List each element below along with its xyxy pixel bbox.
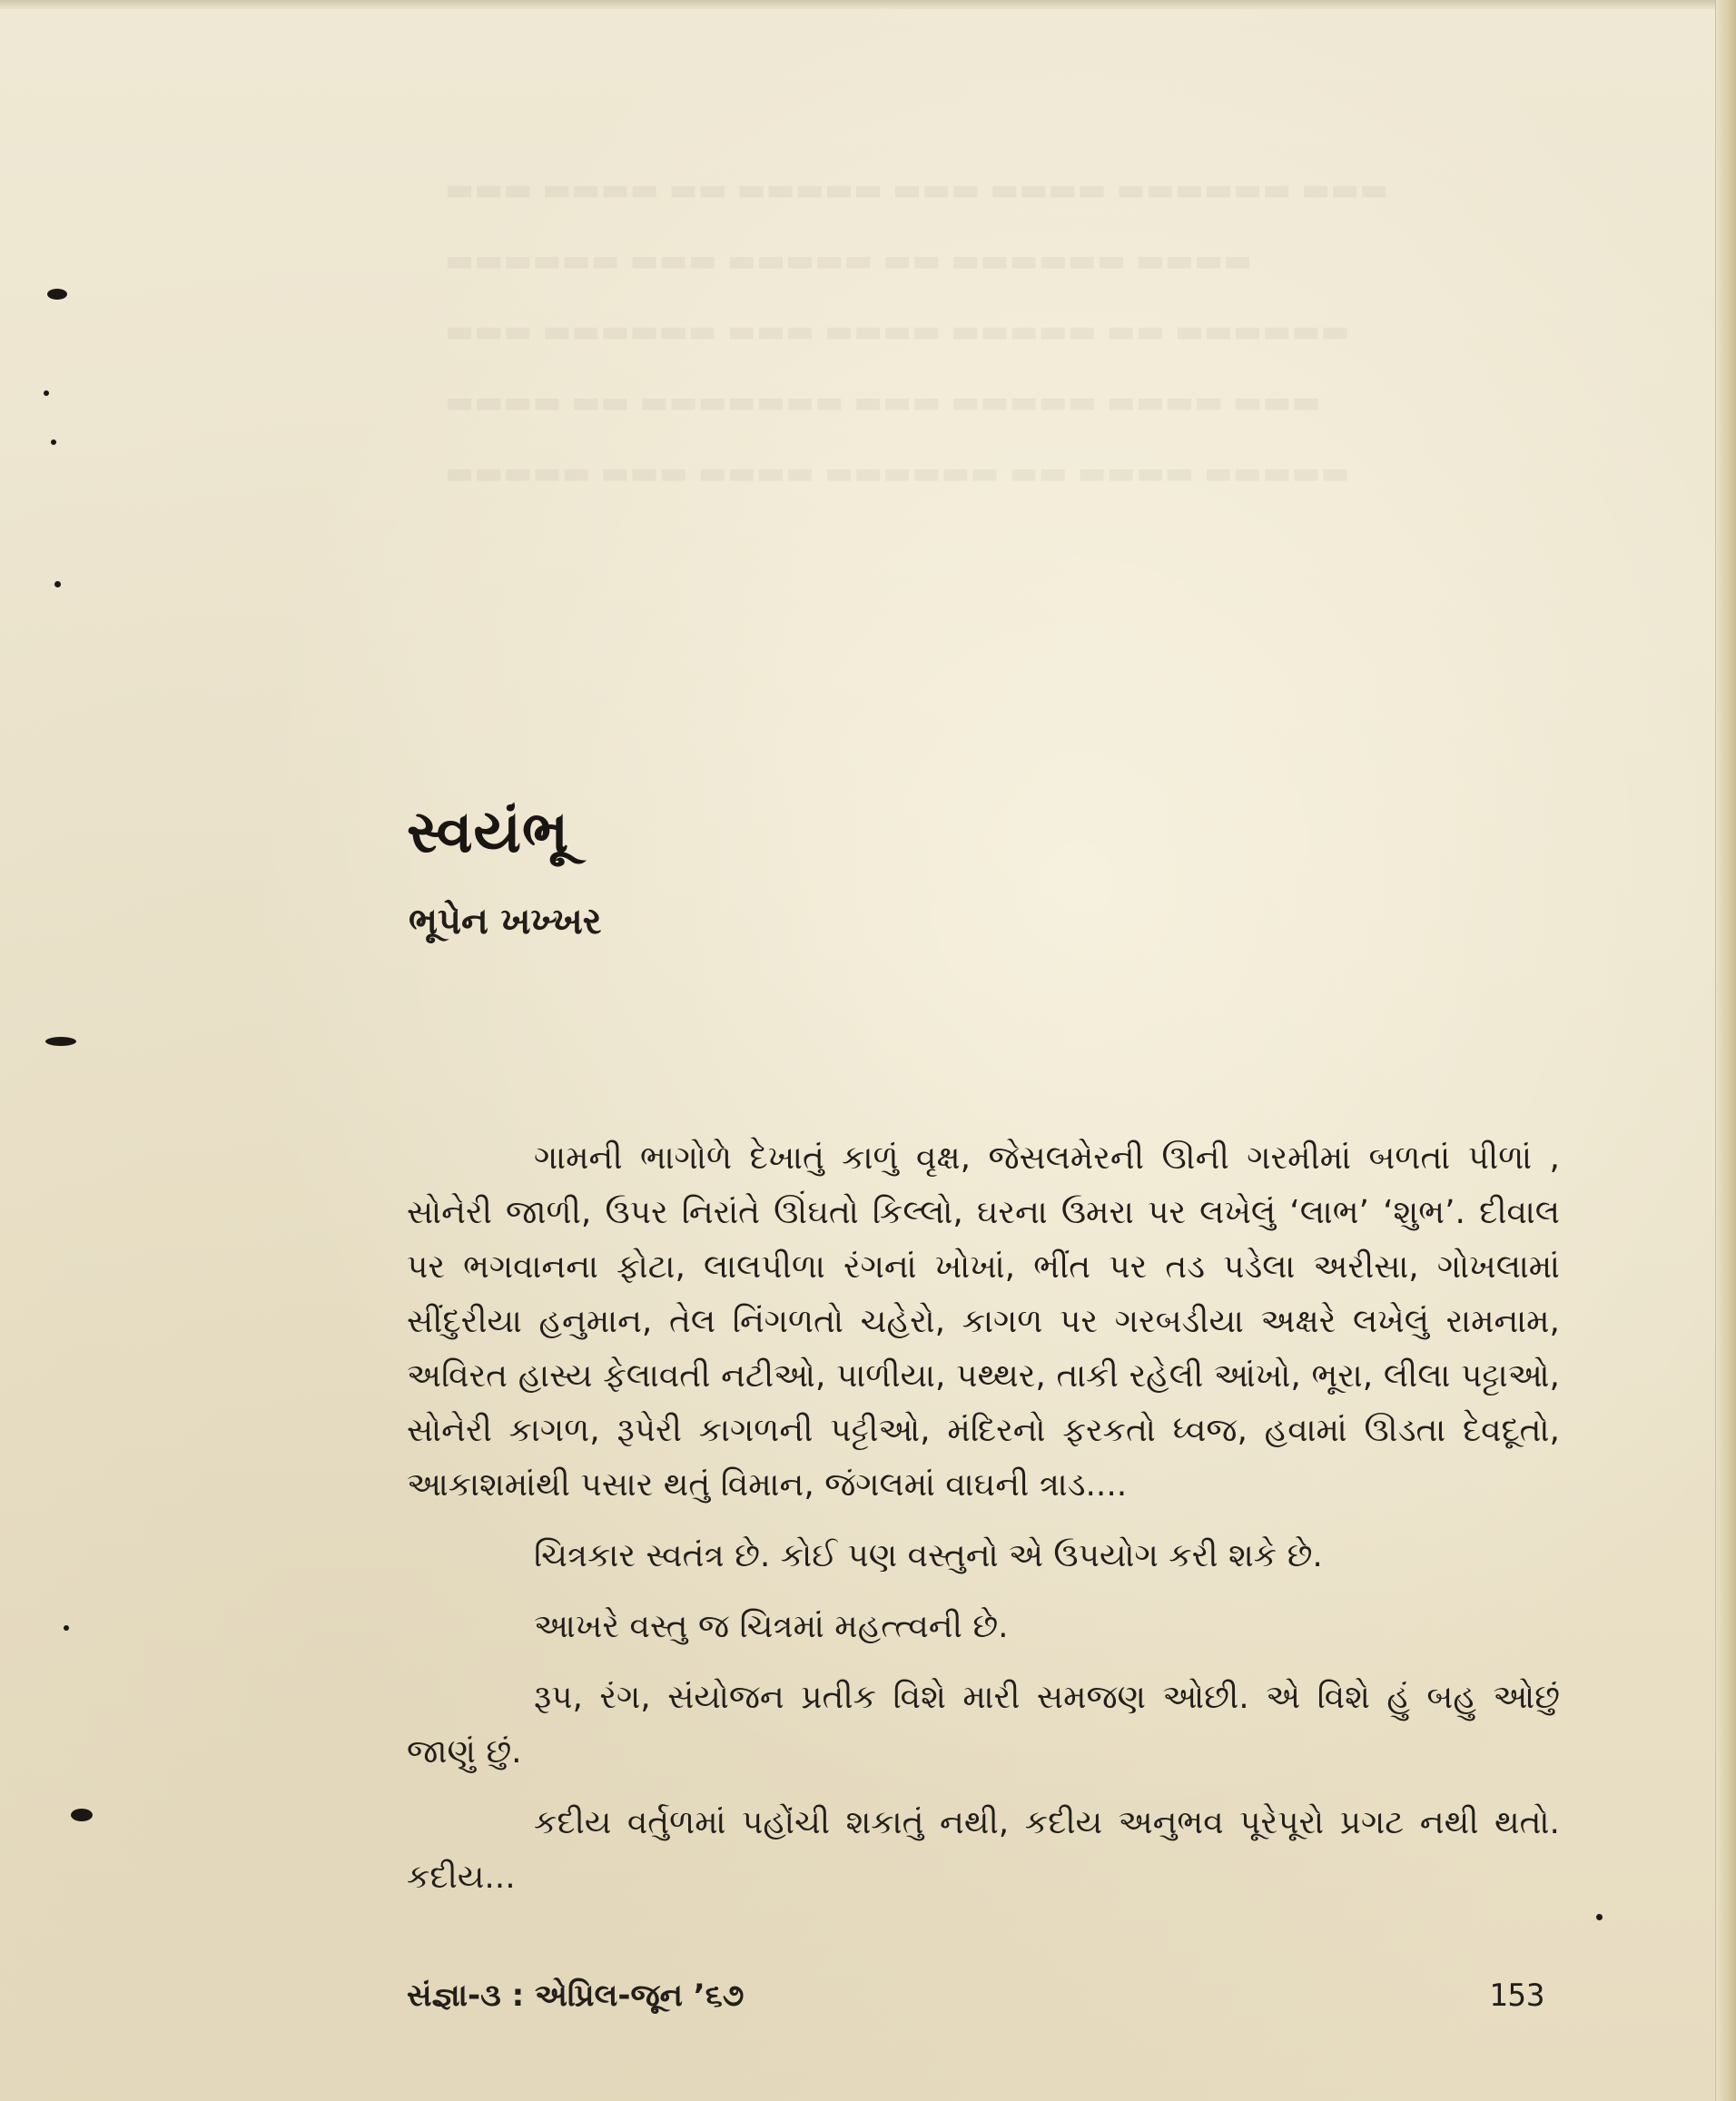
paragraph: કદીય વર્તુળમાં પહોંચી શકાતું નથી, કદીય અનુભવ પૂરેપૂરો પ્રગટ નથી થતો. કદીય... — [407, 1804, 1560, 1896]
punch-mark — [71, 1809, 93, 1821]
journal-footer: સંજ્ઞા-૩ : એપ્રિલ-જૂન ’૬૭ — [407, 1978, 745, 2014]
punch-mark — [45, 1037, 76, 1046]
page-top-edge — [0, 0, 1736, 9]
page-number: 153 — [1489, 1978, 1545, 2014]
punch-mark — [47, 289, 67, 300]
punch-mark — [51, 439, 56, 445]
article-author: ભૂપેન ખખ્ખર — [409, 901, 602, 942]
punch-mark — [64, 1625, 69, 1631]
punch-mark — [54, 581, 61, 587]
paragraph: ગામની ભાગોળે દેખાતું કાળું વૃક્ષ, જેસલમેરની ઊની ગરમીમાં બળતાં પીળાં , સોનેરી જાળી, ઉપર નિરાંતે ઊંઘતો કિલ્લો, ઘરના ઉમરા પર લખેલું ‘લાભ’ ‘શુભ’. દીવાલ પર ભગવાનના ફોટા, લાલપીળા રંગનાં ખોખાં, ભીંત પર તડ પડેલા અરીસા, ગોખલામાં સીંદુરીયા હનુમાન, તેલ નિંગળતો ચહેરો, કાગળ પર ગરબડીયા અક્ષરે લખેલું રામનામ, અવિરત હાસ્ય ફેલાવતી નટીઓ, પાળીયા, પથ્થર, તાકી રહેલી આંખો, ભૂરા, લીલા પટ્ટાઓ, સોનેરી કાગળ, રૂપેરી કાગળની પટ્ટીઓ, મંદિરનો ફરકતો ધ્વજ, હવામાં ઊડતા દેવદૂતો, આકાશમાંથી પસાર થતું વિમાન, જંગલમાં વાઘની ત્રાડ.... — [407, 1139, 1560, 1504]
article-body — [407, 1131, 1560, 1905]
page-right-edge — [1715, 0, 1736, 2101]
ink-speck — [1596, 1914, 1603, 1920]
paragraph: ચિત્રકાર સ્વતંત્ર છે. કોઈ પણ વસ્તુનો એ ઉપયોગ કરી શકે છે. — [534, 1537, 1323, 1574]
show-through-texture: ▬▬▬ ▬▬▬▬ ▬▬ ▬▬▬▬▬ ▬▬▬ ▬▬▬▬ ▬▬▬▬▬▬ ▬▬▬ ▬▬▬▬▬▬ ▬▬▬ ▬▬▬▬▬ ▬▬ ▬▬▬▬▬▬ ▬▬▬▬ ▬▬▬ ▬▬▬▬▬▬ ▬▬▬ ▬▬▬▬ ▬▬▬▬▬ ▬▬ ▬▬▬▬▬▬ ▬▬▬▬ ▬▬ ▬▬▬▬▬▬▬ ▬▬▬ ▬▬▬▬▬ ▬▬▬▬ ▬▬▬ ▬▬▬▬▬ ▬▬▬ ▬▬▬▬ ▬▬▬▬▬▬ ▬▬ ▬▬▬▬ ▬▬▬▬▬ — [445, 172, 1389, 491]
article-title: સ્વયંભૂ — [407, 799, 570, 866]
paragraph: રૂપ, રંગ, સંયોજન પ્રતીક વિશે મારી સમજણ ઓછી. એ વિશે હું બહુ ઓછું જાણું છું. — [407, 1679, 1560, 1771]
punch-mark — [44, 390, 49, 396]
paragraph: આખરે વસ્તુ જ ચિત્રમાં મહત્ત્વની છે. — [534, 1608, 1009, 1645]
